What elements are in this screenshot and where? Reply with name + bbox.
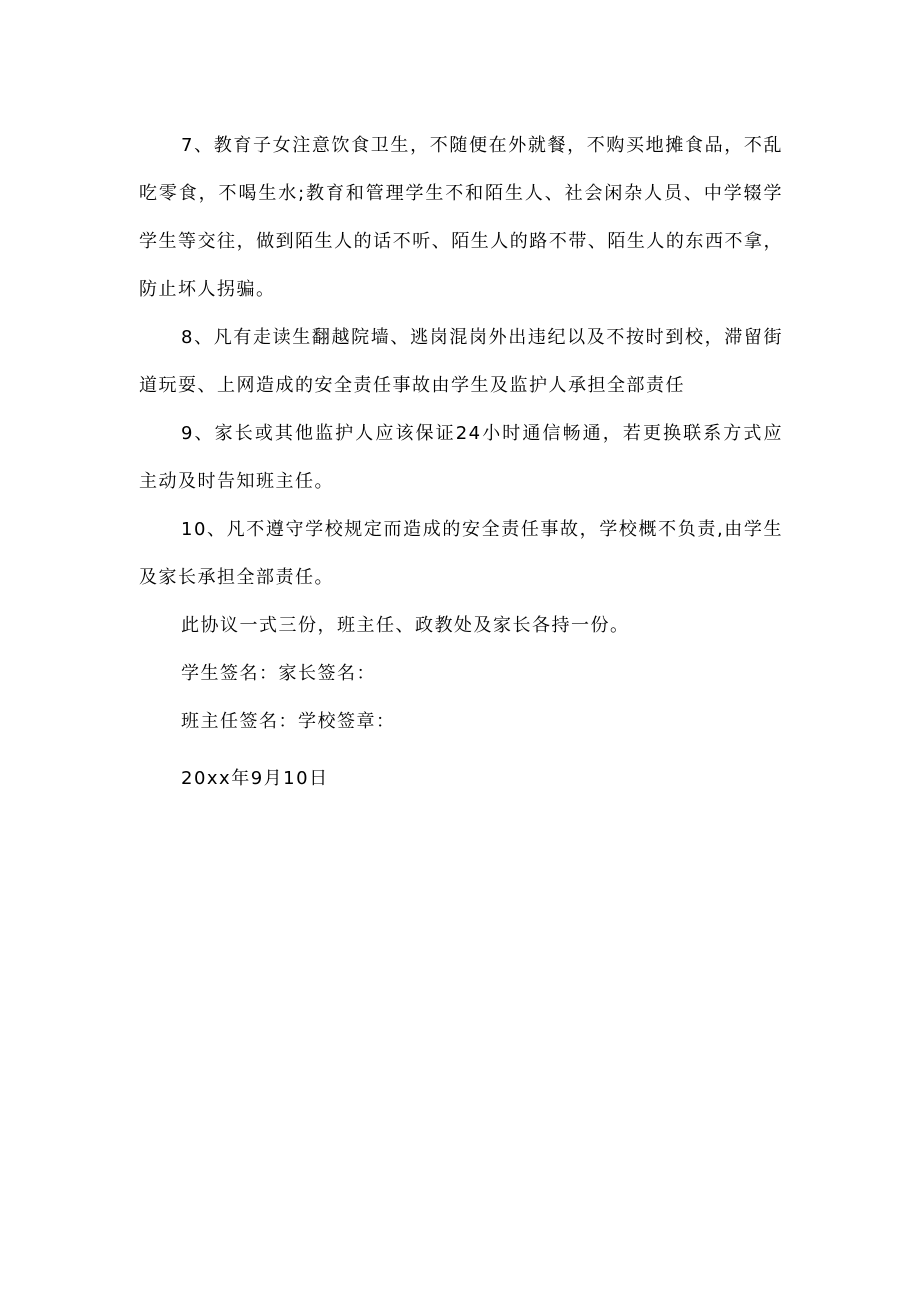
clause-8: 8、凡有走读生翻越院墙、逃岗混岗外出违纪以及不按时到校，滞留街道玩耍、上网造成的安全责任事故由学生及监护人承担全部责任	[139, 327, 783, 396]
student-parent-signature-line: 学生签名：家长签名：	[181, 663, 376, 684]
teacher-school-signature-line: 班主任签名：学校签章：	[181, 711, 396, 732]
clause-9: 9、家长或其他监护人应该保证24小时通信畅通，若更换联系方式应主动及时告知班主任。	[139, 423, 783, 492]
clause-7: 7、教育子女注意饮食卫生，不随便在外就餐，不购买地摊食品，不乱吃零食，不喝生水;教育和管理学生不和陌生人、社会闲杂人员、中学辍学学生等交往，做到陌生人的话不听、陌生人的路不带、陌生人的东西不拿，防止坏人拐骗。	[139, 135, 783, 300]
clause-10: 10、凡不遵守学校规定而造成的安全责任事故，学校概不负责,由学生及家长承担全部责任。	[139, 519, 783, 588]
copies-note: 此协议一式三份，班主任、政教处及家长各持一份。	[181, 615, 630, 636]
agreement-body	[139, 122, 783, 803]
agreement-date: 20xx年9月10日	[181, 768, 329, 789]
